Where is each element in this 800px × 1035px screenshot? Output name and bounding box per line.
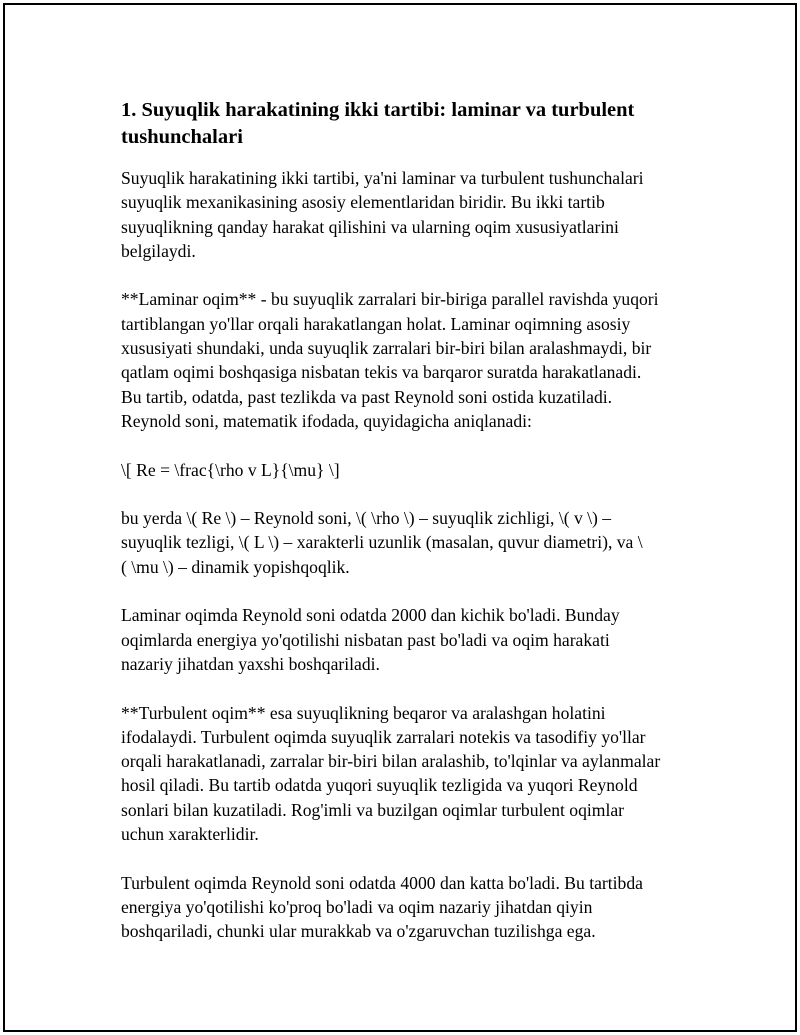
text-line: nazariy jihatdan yaxshi boshqariladi.: [121, 653, 380, 674]
text-line: tartiblangan yo'llar orqali harakatlangan holat. Laminar oqimning asosiy: [121, 313, 631, 334]
text-line: orqali harakatlanadi, zarralar bir-biri bilan aralashib, to'lqinlar va aylanmalar: [121, 751, 661, 772]
text-line: suyuqlik mexanikasining asosiy elementlaridan biridir. Bu ikki tartib: [121, 192, 605, 213]
text-line: oqimlarda energiya yo'qotilishi nisbatan past bo'ladi va oqim harakati: [121, 629, 610, 650]
text-line: suyuqlik tezligi, \( L \) – xarakterli uzunlik (masalan, quvur diametri), va \: [121, 532, 643, 553]
document-body: [121, 97, 701, 968]
heading-line: 1. Suyuqlik harakatining ikki tartibi: laminar va turbulent: [121, 99, 635, 121]
text-line: energiya yo'qotilishi ko'proq bo'ladi va oqim nazariy jihatdan qiyin: [121, 896, 593, 917]
text-line: Suyuqlik harakatining ikki tartibi, ya'ni laminar va turbulent tushunchalari: [121, 168, 644, 188]
text-line: suyuqlikning qanday harakat qilishini va ularning oqim xususiyatlarini: [121, 216, 619, 237]
text-line: Reynold soni, matematik ifodada, quyidagicha aniqlanadi:: [121, 410, 532, 431]
section-heading: [121, 97, 701, 151]
text-line: uchun xarakterlidir.: [121, 824, 259, 845]
text-line: qatlam oqimi boshqasiga nisbatan tekis va barqaror suratda harakatlanadi.: [121, 362, 642, 383]
text-line: Laminar oqimda Reynold soni odatda 2000 dan kichik bo'ladi. Bunday: [121, 605, 620, 626]
paragraph-laminar: [121, 287, 701, 433]
paragraph-formula: [121, 458, 701, 482]
text-line: Bu tartib, odatda, past tezlikda va past Reynold soni ostida kuzatiladi.: [121, 386, 613, 407]
text-line: ifodalaydi. Turbulent oqimda suyuqlik zarralari notekis va tasodifiy yo'llar: [121, 726, 646, 747]
text-line: **Laminar oqim** - bu suyuqlik zarralari bir-biriga parallel ravishda yuqori: [121, 289, 659, 310]
text-line: boshqariladi, chunki ular murakkab va o'zgaruvchan tuzilishga ega.: [121, 921, 596, 942]
paragraph-variables: [121, 506, 701, 579]
text-line: hosil qiladi. Bu tartib odatda yuqori suyuqlik tezligida va yuqori Reynold: [121, 775, 638, 796]
text-line: **Turbulent oqim** esa suyuqlikning beqaror va aralashgan holatini: [121, 702, 606, 723]
text-line: Turbulent oqimda Reynold soni odatda 4000 dan katta bo'ladi. Bu tartibda: [121, 872, 643, 893]
heading-line: tushunchalari: [121, 126, 243, 148]
text-line: belgilaydi.: [121, 240, 196, 261]
text-line: sonlari bilan kuzatiladi. Rog'imli va buzilgan oqimlar turbulent oqimlar: [121, 799, 625, 820]
text-line: bu yerda \( Re \) – Reynold soni, \( \rho \) – suyuqlik zichligi, \( v \) –: [121, 508, 612, 529]
text-line: ( \mu \) – dinamik yopishqoqlik.: [121, 556, 350, 577]
paragraph-turbulent-reynolds: [121, 871, 701, 944]
page-frame: [3, 3, 797, 1032]
text-line: xususiyati shundaki, unda suyuqlik zarralari bir-biri bilan aralashmaydi, bir: [121, 338, 652, 359]
formula-line: \[ Re = \frac{\rho v L}{\mu} \]: [121, 459, 340, 480]
paragraph-intro: [121, 166, 701, 263]
paragraph-laminar-reynolds: [121, 603, 701, 676]
paragraph-turbulent: [121, 701, 701, 847]
